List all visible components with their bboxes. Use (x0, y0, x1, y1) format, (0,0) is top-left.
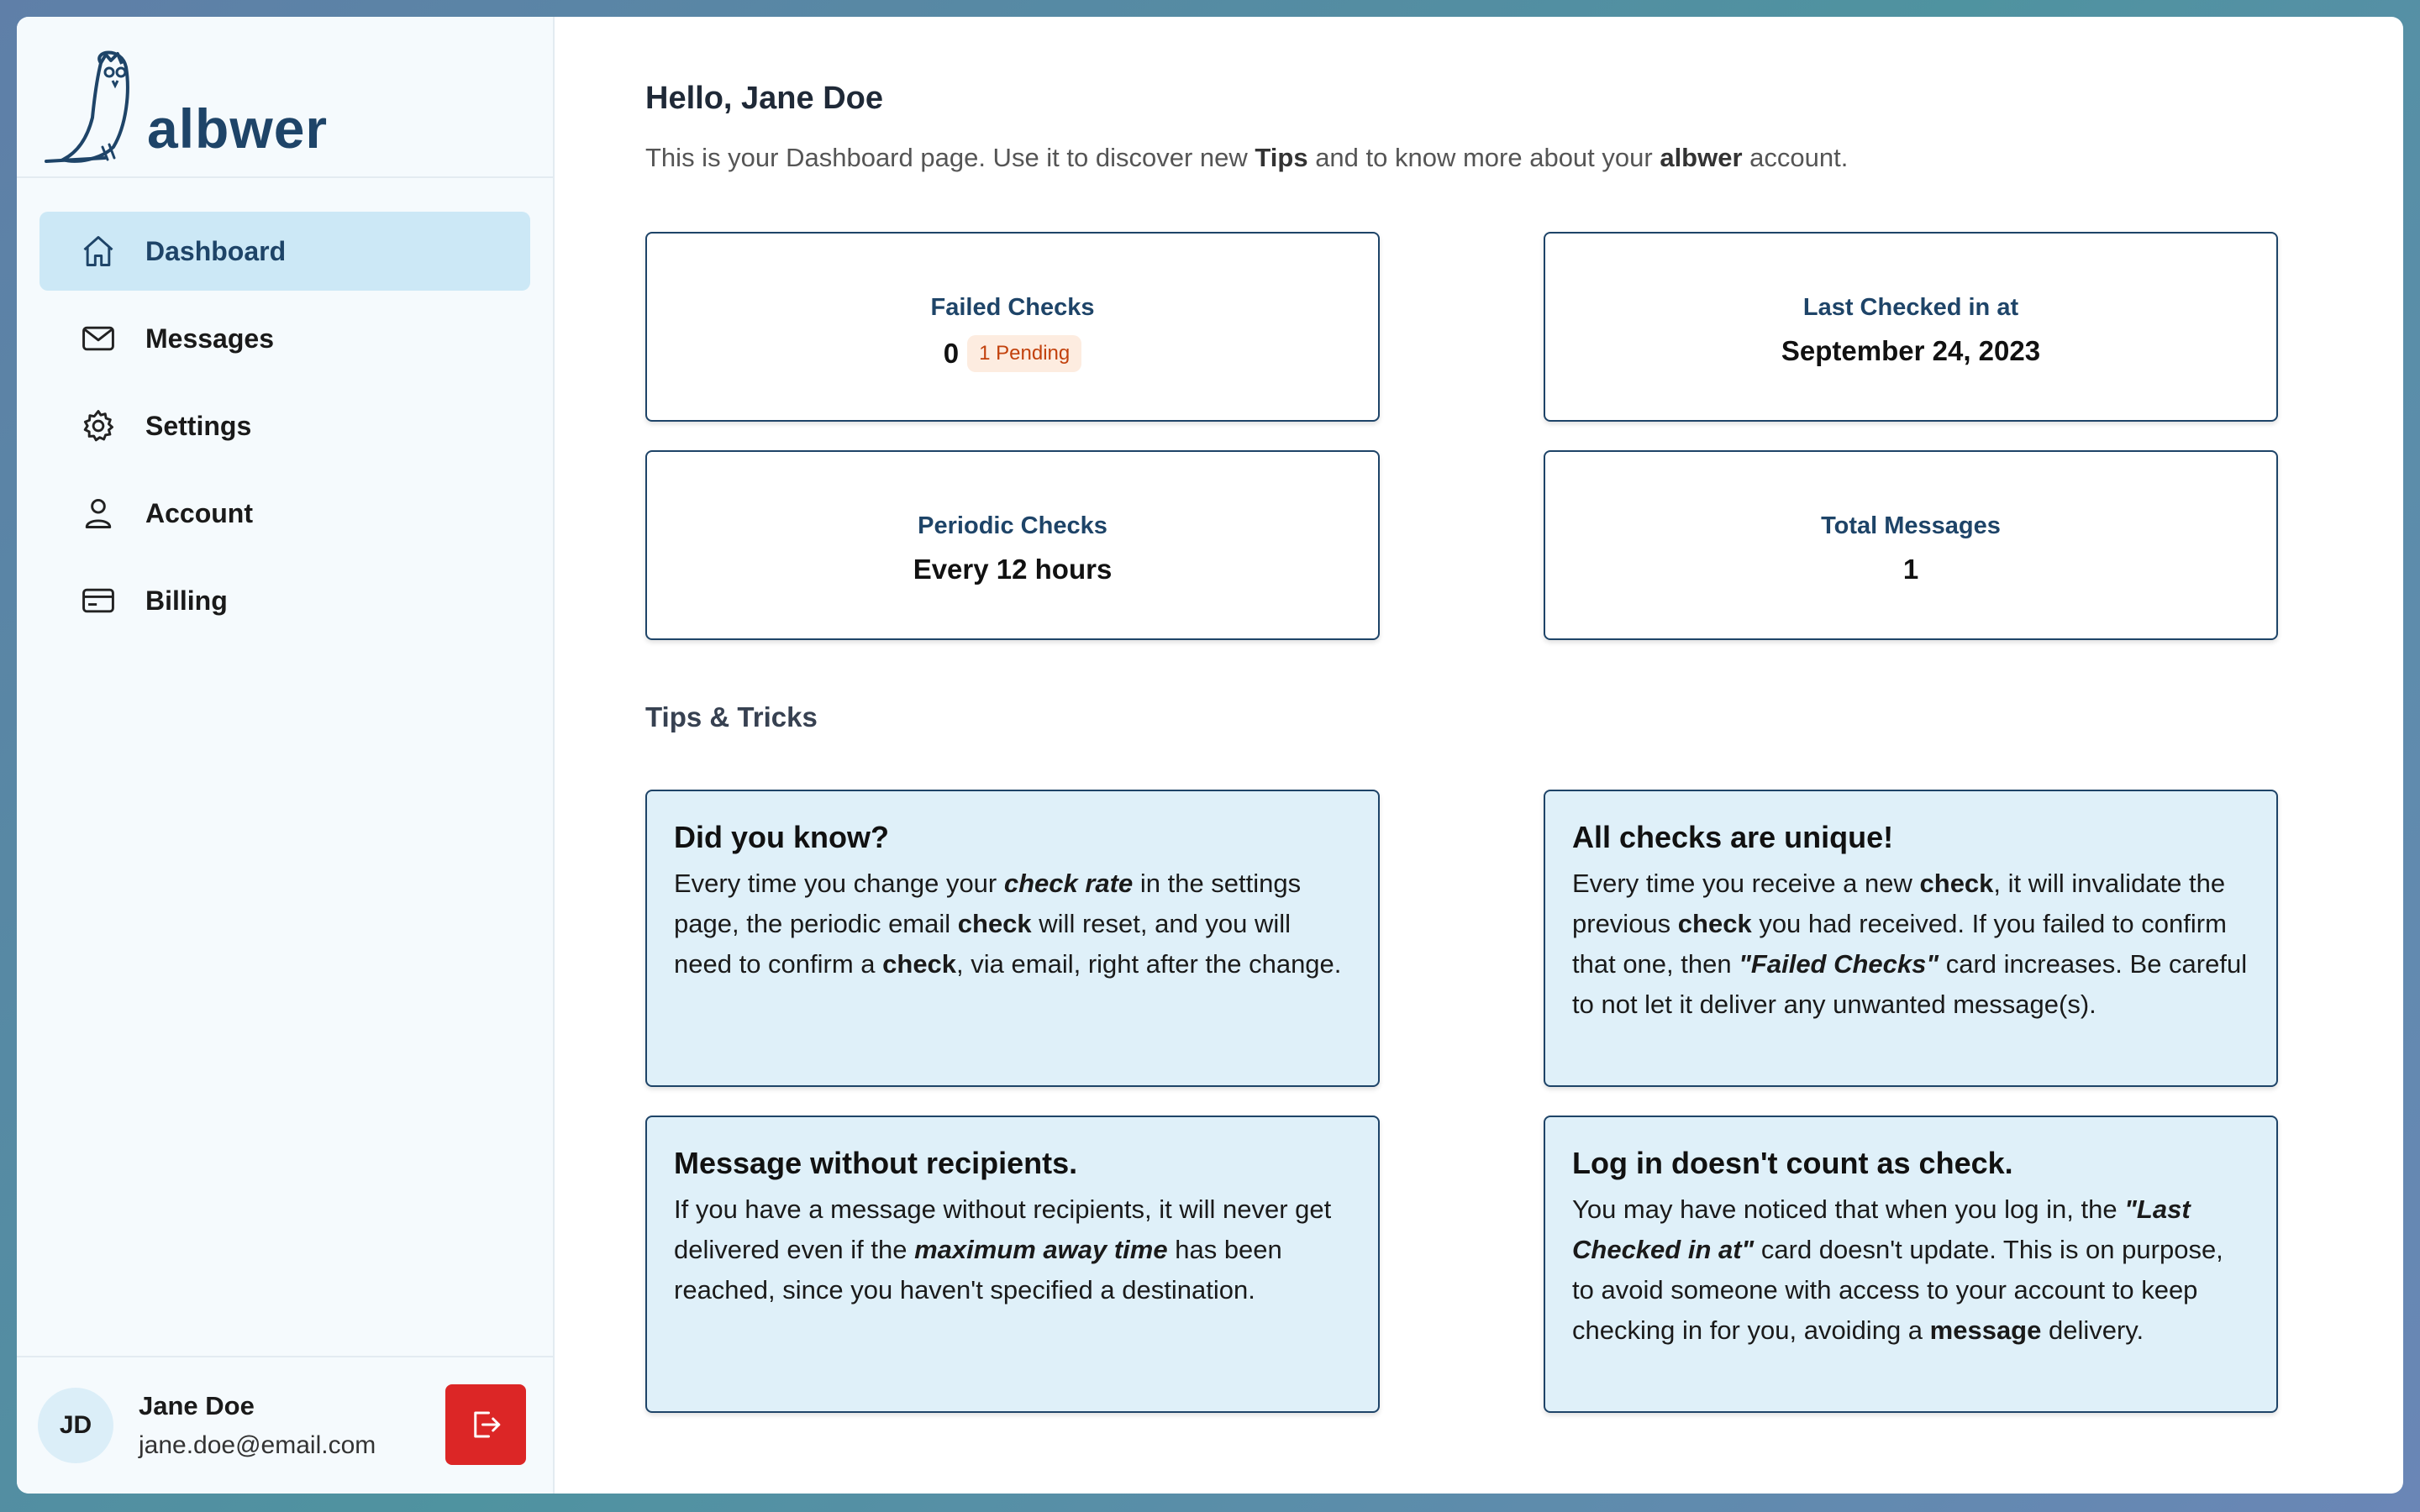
tip-card (1544, 790, 2278, 1087)
sidebar-item-dashboard[interactable] (39, 212, 530, 291)
sidebar-item-billing[interactable] (39, 561, 530, 640)
tip-title: Did you know? (674, 820, 889, 854)
pending-badge: 1 Pending (967, 335, 1081, 372)
sidebar-item-label: Account (145, 497, 253, 528)
avatar[interactable]: JD (38, 1388, 113, 1463)
user-name: Jane Doe (139, 1391, 255, 1420)
sidebar (17, 17, 555, 1494)
user-email: jane.doe@email.com (139, 1431, 376, 1459)
envelope-icon (80, 320, 117, 357)
user-panel (17, 1356, 553, 1494)
tip-title: Message without recipients. (674, 1146, 1078, 1180)
tip-card (1544, 1116, 2278, 1413)
sidebar-item-settings[interactable] (39, 386, 530, 465)
card-title: Failed Checks (930, 294, 1095, 321)
home-icon (80, 233, 117, 270)
last-checked-card (1544, 232, 2278, 422)
tip-card (645, 1116, 1380, 1413)
sidebar-item-label: Messages (145, 323, 274, 354)
sidebar-item-account[interactable] (39, 474, 530, 553)
sidebar-item-label: Settings (145, 410, 252, 441)
gear-icon (80, 407, 117, 444)
main-content (555, 17, 2403, 1494)
sidebar-item-label: Billing (145, 585, 228, 616)
credit-card-icon (80, 582, 117, 619)
tip-body: Every time you receive a new check, it will invalidate the previous check you had received. If you failed to confirm that one, then "Failed Checks" card increases. Be careful to not let it deliver any unwanted message(s). (1572, 869, 2248, 1019)
tip-title: Log in doesn't count as check. (1572, 1146, 2013, 1180)
periodic-checks-card (645, 450, 1380, 640)
card-value: 1 (1902, 554, 1919, 585)
sidebar-item-messages[interactable] (39, 299, 530, 378)
logout-icon (468, 1407, 503, 1442)
tip-body: You may have noticed that when you log in, the "Last Checked in at" card doesn't update. This is on purpose, to avoid someone with access to your account to keep checking in for you, avoiding a message delivery. (1572, 1194, 2223, 1345)
card-title: Periodic Checks (918, 512, 1107, 539)
failed-checks-count: 0 (943, 338, 960, 369)
sidebar-nav (17, 178, 553, 640)
tips-section-title: Tips & Tricks (645, 701, 818, 732)
total-messages-card (1544, 450, 2278, 640)
card-value: September 24, 2023 (1781, 335, 2041, 366)
tip-body: Every time you change your check rate in the settings page, the periodic email check will reset, and you will need to confirm a check, via email, right after the change. (674, 869, 1342, 979)
intro-text: This is your Dashboard page. Use it to discover new Tips and to know more about your albwer account. (645, 143, 1849, 172)
card-value: Every 12 hours (913, 554, 1113, 585)
tip-body: If you have a message without recipients, it will never get delivered even if the maximum away time has been reached, since you haven't specified a destination. (674, 1194, 1332, 1305)
failed-checks-card (645, 232, 1380, 422)
tip-title: All checks are unique! (1572, 820, 1894, 854)
user-info (139, 1391, 376, 1460)
card-value (647, 335, 1378, 372)
brand-name: albwer (147, 97, 329, 160)
app-window (17, 17, 2403, 1494)
user-icon (80, 495, 117, 532)
card-title: Last Checked in at (1802, 294, 2019, 321)
tip-card (645, 790, 1380, 1087)
logo[interactable] (17, 17, 553, 178)
sidebar-item-label: Dashboard (145, 235, 287, 266)
logout-button[interactable] (445, 1384, 526, 1465)
card-title: Total Messages (1821, 512, 2001, 539)
page-title: Hello, Jane Doe (645, 81, 883, 116)
owl-logo-icon (42, 42, 143, 168)
